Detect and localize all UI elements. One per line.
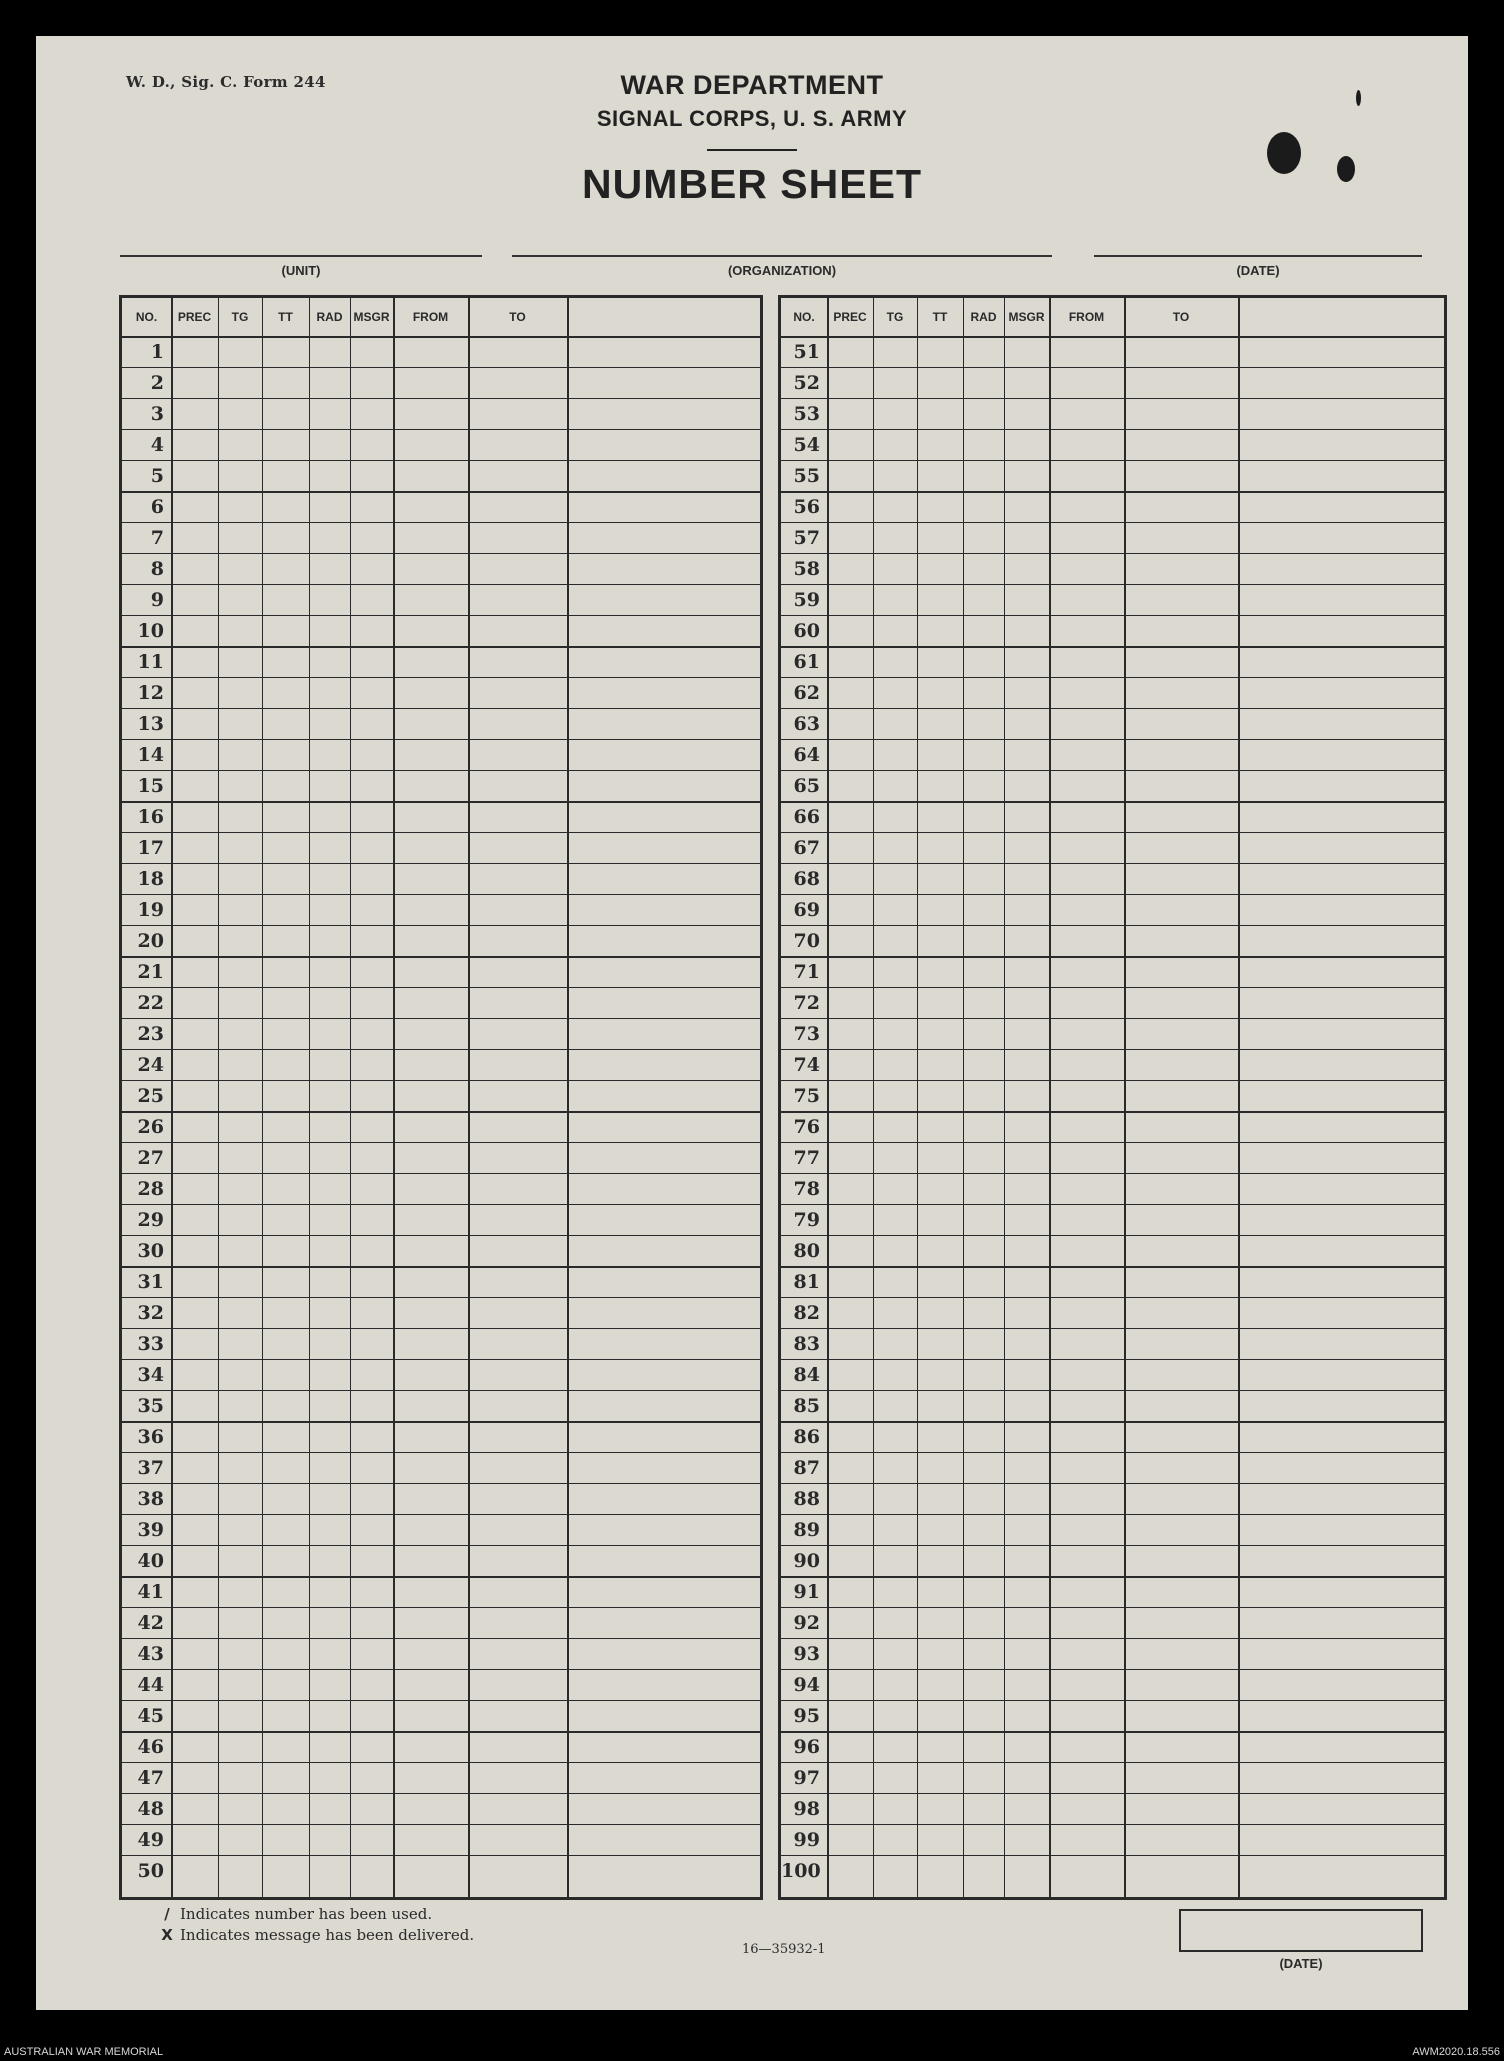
row-number: 88 — [793, 1488, 820, 1510]
row-number: 4 — [150, 434, 164, 456]
row-number: 66 — [793, 806, 820, 828]
row-number: 34 — [137, 1364, 164, 1386]
grid-row-rule — [781, 770, 1444, 771]
grid-row-rule — [781, 615, 1444, 616]
grid-row-rule — [122, 367, 760, 368]
column-header: TO — [509, 310, 526, 324]
row-number: 48 — [137, 1798, 164, 1820]
row-number: 16 — [137, 806, 164, 828]
row-number: 46 — [137, 1736, 164, 1758]
unit-field-line[interactable] — [120, 255, 482, 257]
grid-row-rule — [122, 956, 760, 958]
grid-row-rule — [781, 429, 1444, 430]
row-number: 7 — [150, 527, 164, 549]
row-number: 72 — [793, 992, 820, 1014]
row-number: 94 — [793, 1674, 820, 1696]
form-identifier: W. D., Sig. C. Form 244 — [126, 73, 326, 91]
row-number: 96 — [793, 1736, 820, 1758]
row-number: 6 — [150, 496, 164, 518]
grid-row-rule — [122, 1545, 760, 1546]
grid-row-rule — [122, 1235, 760, 1236]
grid-row-rule — [122, 1607, 760, 1608]
grid-row-rule — [781, 1607, 1444, 1608]
grid-row-rule — [781, 584, 1444, 585]
grid-row-rule — [122, 584, 760, 585]
grid-row-rule — [122, 1266, 760, 1268]
row-number: 53 — [793, 403, 820, 425]
grid-row-rule — [781, 1762, 1444, 1763]
grid-row-rule — [781, 739, 1444, 740]
grid-row-rule — [781, 1638, 1444, 1639]
grid-row-rule — [122, 1669, 760, 1670]
row-number: 73 — [793, 1023, 820, 1045]
date-field-line[interactable] — [1094, 255, 1422, 257]
row-number: 58 — [793, 558, 820, 580]
grid-row-rule — [781, 460, 1444, 461]
column-header: FROM — [412, 310, 449, 324]
grid-row-rule — [122, 1142, 760, 1143]
grid-row-rule — [781, 1390, 1444, 1391]
row-number: 92 — [793, 1612, 820, 1634]
bottom-date-label: (DATE) — [1279, 1956, 1323, 1971]
row-number: 42 — [137, 1612, 164, 1634]
grid-row-rule — [781, 1700, 1444, 1701]
row-number: 20 — [137, 930, 164, 952]
row-number: 68 — [793, 868, 820, 890]
grid-row-rule — [781, 1793, 1444, 1794]
grid-row-rule — [122, 491, 760, 493]
row-number: 81 — [793, 1271, 820, 1293]
grid-column-rule — [262, 298, 263, 1897]
row-number: 40 — [137, 1550, 164, 1572]
row-number: 21 — [137, 961, 164, 983]
row-number: 1 — [150, 341, 164, 363]
grid-row-rule — [122, 708, 760, 709]
grid-row-rule — [122, 1421, 760, 1423]
row-number: 33 — [137, 1333, 164, 1355]
row-number: 98 — [793, 1798, 820, 1820]
sheet-title: NUMBER SHEET — [581, 161, 923, 207]
row-number: 55 — [793, 465, 820, 487]
grid-row-rule — [781, 1545, 1444, 1546]
grid-column-rule — [468, 298, 470, 1897]
grid-header-rule — [781, 336, 1444, 338]
legend-item-used — [154, 1904, 474, 1925]
heading-rule — [707, 149, 797, 151]
grid-row-rule — [122, 1049, 760, 1050]
row-number: 23 — [137, 1023, 164, 1045]
grid-column-rule — [963, 298, 964, 1897]
grid-row-rule — [781, 708, 1444, 709]
grid-column-rule — [1124, 298, 1126, 1897]
grid-row-rule — [122, 739, 760, 740]
legend — [154, 1904, 474, 1946]
grid-row-rule — [781, 1266, 1444, 1268]
row-number: 36 — [137, 1426, 164, 1448]
grid-row-rule — [781, 925, 1444, 926]
grid-row-rule — [781, 1173, 1444, 1174]
bottom-date-box[interactable] — [1179, 1909, 1423, 1952]
column-header — [1238, 298, 1444, 336]
grid-row-rule — [122, 1390, 760, 1391]
row-number: 85 — [793, 1395, 820, 1417]
row-number: 29 — [137, 1209, 164, 1231]
row-number: 41 — [137, 1581, 164, 1603]
grid-column-rule — [1049, 298, 1051, 1897]
grid-row-rule — [781, 1111, 1444, 1113]
number-grid-right — [778, 295, 1447, 1900]
grid-row-rule — [781, 553, 1444, 554]
grid-row-rule — [122, 1018, 760, 1019]
column-header: RAD — [316, 310, 343, 324]
grid-row-rule — [122, 1514, 760, 1515]
row-number: 99 — [793, 1829, 820, 1851]
legend-item-delivered — [154, 1925, 474, 1946]
grid-column-rule — [350, 298, 351, 1897]
department-heading: WAR DEPARTMENT — [620, 70, 884, 100]
row-number: 76 — [793, 1116, 820, 1138]
grid-row-rule — [781, 1452, 1444, 1453]
grid-row-rule — [122, 677, 760, 678]
row-number: 61 — [793, 651, 820, 673]
row-number: 11 — [137, 651, 164, 673]
corps-heading: SIGNAL CORPS, U. S. ARMY — [596, 106, 908, 131]
grid-column-rule — [171, 298, 173, 1897]
slash-symbol: / — [164, 1905, 170, 1923]
grid-row-rule — [781, 1049, 1444, 1050]
grid-column-rule — [1238, 298, 1240, 1897]
date-field-label: (DATE) — [1236, 263, 1280, 278]
row-number: 49 — [137, 1829, 164, 1851]
grid-row-rule — [122, 1762, 760, 1763]
row-number: 12 — [137, 682, 164, 704]
row-number: 75 — [793, 1085, 820, 1107]
credit-left: AUSTRALIAN WAR MEMORIAL — [4, 2046, 164, 2058]
row-number: 45 — [137, 1705, 164, 1727]
row-number: 32 — [137, 1302, 164, 1324]
row-number: 64 — [793, 744, 820, 766]
row-number: 15 — [137, 775, 164, 797]
row-number: 44 — [137, 1674, 164, 1696]
row-number: 87 — [793, 1457, 820, 1479]
unit-field-label: (UNIT) — [281, 263, 321, 278]
grid-row-rule — [122, 1328, 760, 1329]
grid-row-rule — [781, 522, 1444, 523]
grid-column-rule — [873, 298, 874, 1897]
column-header: NO. — [793, 310, 815, 324]
column-header: TT — [932, 310, 948, 324]
print-code: 16—35932-1 — [742, 1942, 826, 1957]
column-header: TG — [886, 310, 904, 324]
grid-row-rule — [122, 1793, 760, 1794]
row-number: 69 — [793, 899, 820, 921]
column-header — [567, 298, 760, 336]
row-number: 71 — [793, 961, 820, 983]
grid-row-rule — [122, 1700, 760, 1701]
grid-row-rule — [781, 398, 1444, 399]
row-number: 56 — [793, 496, 820, 518]
grid-row-rule — [122, 863, 760, 864]
grid-column-rule — [917, 298, 918, 1897]
row-number: 24 — [137, 1054, 164, 1076]
grid-row-rule — [122, 1111, 760, 1113]
row-number: 90 — [793, 1550, 820, 1572]
row-number: 26 — [137, 1116, 164, 1138]
grid-row-rule — [122, 429, 760, 430]
organization-field-label: (ORGANIZATION) — [727, 263, 837, 278]
grid-row-rule — [781, 677, 1444, 678]
grid-row-rule — [122, 1080, 760, 1081]
grid-row-rule — [781, 1018, 1444, 1019]
row-number: 82 — [793, 1302, 820, 1324]
row-number: 8 — [150, 558, 164, 580]
grid-row-rule — [781, 1142, 1444, 1143]
grid-row-rule — [781, 801, 1444, 803]
row-number: 17 — [137, 837, 164, 859]
row-number: 74 — [793, 1054, 820, 1076]
row-number: 65 — [793, 775, 820, 797]
grid-header-rule — [122, 336, 760, 338]
row-number: 52 — [793, 372, 820, 394]
grid-row-rule — [122, 522, 760, 523]
grid-row-rule — [781, 1359, 1444, 1360]
row-number: 95 — [793, 1705, 820, 1727]
grid-row-rule — [122, 1452, 760, 1453]
grid-row-rule — [122, 615, 760, 616]
grid-row-rule — [781, 832, 1444, 833]
grid-row-rule — [122, 1638, 760, 1639]
row-number: 77 — [793, 1147, 820, 1169]
row-number: 78 — [793, 1178, 820, 1200]
row-number: 57 — [793, 527, 820, 549]
column-header: PREC — [833, 310, 867, 324]
grid-row-rule — [781, 367, 1444, 368]
grid-row-rule — [122, 1483, 760, 1484]
row-number: 83 — [793, 1333, 820, 1355]
row-number: 39 — [137, 1519, 164, 1541]
grid-column-rule — [218, 298, 219, 1897]
row-number: 47 — [137, 1767, 164, 1789]
grid-row-rule — [122, 1855, 760, 1856]
row-number: 59 — [793, 589, 820, 611]
row-number: 27 — [137, 1147, 164, 1169]
grid-row-rule — [781, 1421, 1444, 1423]
grid-row-rule — [781, 1576, 1444, 1578]
grid-row-rule — [781, 1328, 1444, 1329]
grid-row-rule — [122, 460, 760, 461]
grid-row-rule — [781, 956, 1444, 958]
grid-row-rule — [122, 553, 760, 554]
grid-row-rule — [122, 398, 760, 399]
row-number: 62 — [793, 682, 820, 704]
grid-row-rule — [122, 832, 760, 833]
grid-row-rule — [122, 1731, 760, 1733]
column-header: TT — [278, 310, 293, 324]
row-number: 2 — [150, 372, 164, 394]
row-number: 43 — [137, 1643, 164, 1665]
grid-row-rule — [781, 491, 1444, 493]
row-number: 3 — [150, 403, 164, 425]
row-number: 5 — [150, 465, 164, 487]
row-number: 54 — [793, 434, 820, 456]
row-number: 38 — [137, 1488, 164, 1510]
grid-row-rule — [781, 1204, 1444, 1205]
grid-row-rule — [122, 1173, 760, 1174]
grid-row-rule — [781, 863, 1444, 864]
row-number: 60 — [793, 620, 820, 642]
grid-column-rule — [309, 298, 310, 1897]
grid-row-rule — [781, 987, 1444, 988]
grid-column-rule — [1004, 298, 1005, 1897]
grid-row-rule — [122, 1359, 760, 1360]
grid-row-rule — [122, 1824, 760, 1825]
grid-row-rule — [122, 925, 760, 926]
grid-row-rule — [781, 1080, 1444, 1081]
row-number: 63 — [793, 713, 820, 735]
grid-row-rule — [122, 1297, 760, 1298]
row-number: 14 — [137, 744, 164, 766]
row-number: 91 — [793, 1581, 820, 1603]
grid-row-rule — [122, 894, 760, 895]
row-number: 37 — [137, 1457, 164, 1479]
row-number: 50 — [137, 1860, 164, 1882]
grid-column-rule — [827, 298, 829, 1897]
row-number: 22 — [137, 992, 164, 1014]
row-number: 100 — [781, 1860, 821, 1882]
grid-row-rule — [781, 1514, 1444, 1515]
grid-row-rule — [122, 1576, 760, 1578]
legend-text-delivered: Indicates message has been delivered. — [180, 1926, 475, 1944]
row-number: 67 — [793, 837, 820, 859]
organization-field-line[interactable] — [512, 255, 1052, 257]
row-number: 86 — [793, 1426, 820, 1448]
grid-row-rule — [781, 1824, 1444, 1825]
column-header: PREC — [177, 310, 212, 324]
grid-row-rule — [122, 770, 760, 771]
column-header: NO. — [135, 310, 158, 324]
row-number: 35 — [137, 1395, 164, 1417]
grid-row-rule — [781, 646, 1444, 648]
number-grid-left — [119, 295, 763, 1900]
row-number: 9 — [150, 589, 164, 611]
credit-right: AWM2020.18.556 — [1412, 2046, 1500, 2058]
grid-row-rule — [781, 1731, 1444, 1733]
row-number: 80 — [793, 1240, 820, 1262]
column-header: TG — [231, 310, 249, 324]
row-number: 84 — [793, 1364, 820, 1386]
row-number: 25 — [137, 1085, 164, 1107]
grid-column-rule — [393, 298, 395, 1897]
grid-row-rule — [122, 801, 760, 803]
row-number: 70 — [793, 930, 820, 952]
row-number: 31 — [137, 1271, 164, 1293]
row-number: 30 — [137, 1240, 164, 1262]
column-header: MSGR — [353, 310, 390, 324]
legend-text-used: Indicates number has been used. — [180, 1905, 433, 1923]
grid-row-rule — [781, 894, 1444, 895]
grid-row-rule — [122, 646, 760, 648]
grid-row-rule — [781, 1235, 1444, 1236]
grid-row-rule — [781, 1297, 1444, 1298]
x-symbol: X — [161, 1926, 173, 1944]
row-number: 97 — [793, 1767, 820, 1789]
number-sheet-paper — [36, 36, 1468, 2010]
row-number: 89 — [793, 1519, 820, 1541]
row-number: 28 — [137, 1178, 164, 1200]
column-header: FROM — [1068, 310, 1105, 324]
grid-column-rule — [567, 298, 569, 1897]
row-number: 51 — [793, 341, 820, 363]
column-header: MSGR — [1008, 310, 1045, 324]
row-number: 93 — [793, 1643, 820, 1665]
grid-row-rule — [781, 1483, 1444, 1484]
row-number: 18 — [137, 868, 164, 890]
row-number: 19 — [137, 899, 164, 921]
column-header: RAD — [970, 310, 997, 324]
grid-row-rule — [781, 1669, 1444, 1670]
row-number: 79 — [793, 1209, 820, 1231]
row-number: 10 — [137, 620, 164, 642]
grid-row-rule — [122, 987, 760, 988]
column-header: TO — [1172, 310, 1190, 324]
row-number: 13 — [137, 713, 164, 735]
grid-row-rule — [122, 1204, 760, 1205]
grid-row-rule — [781, 1855, 1444, 1856]
